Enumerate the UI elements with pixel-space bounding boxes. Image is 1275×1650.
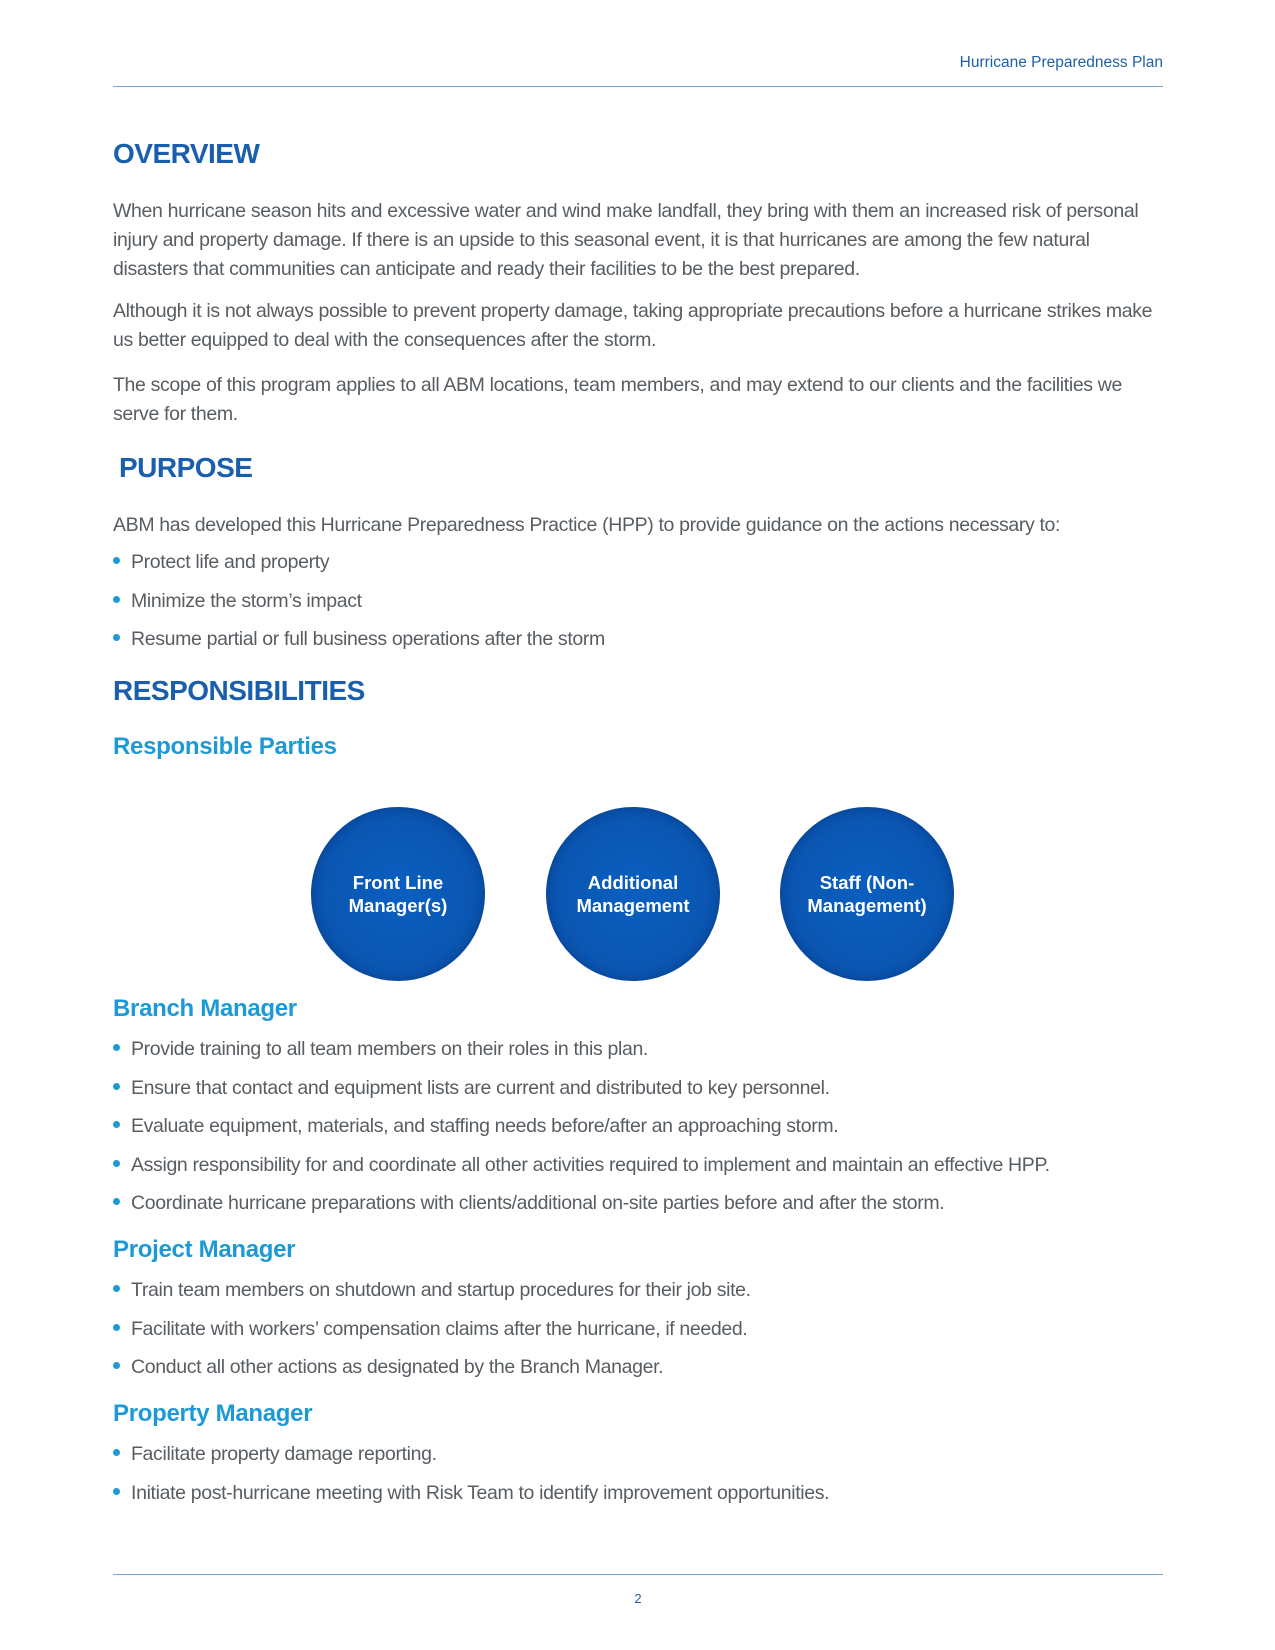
project-manager-list [113, 1276, 751, 1392]
bullet-icon [113, 1198, 120, 1205]
bullet-icon [113, 1044, 120, 1051]
bullet-icon [113, 634, 120, 641]
branch-manager-heading: Branch Manager [113, 995, 297, 1022]
list-item: Train team members on shutdown and startup procedures for their job site. [113, 1276, 751, 1315]
page-number: 2 [634, 1591, 642, 1606]
party-label: Staff (Non-Management) [807, 872, 927, 916]
bullet-icon [113, 1324, 120, 1331]
list-item: Resume partial or full business operations after the storm [113, 625, 605, 664]
list-item: Initiate post-hurricane meeting with Risk Team to identify improvement opportunities. [113, 1479, 829, 1518]
list-item: Provide training to all team members on their roles in this plan. [113, 1035, 1050, 1074]
bullet-icon [113, 596, 120, 603]
list-item: Coordinate hurricane preparations with clients/additional on-site parties before and after the storm. [113, 1189, 1050, 1228]
footer-rule [113, 1574, 1163, 1575]
responsibilities-heading: RESPONSIBILITIES [113, 675, 365, 706]
project-manager-heading: Project Manager [113, 1236, 296, 1263]
header-rule [113, 86, 1163, 87]
overview-heading: OVERVIEW [113, 138, 260, 169]
overview-paragraph: The scope of this program applies to all ABM locations, team members, and may extend to our clients and the facilities we serve for them. [113, 374, 1123, 425]
list-item: Facilitate property damage reporting. [113, 1440, 829, 1479]
list-item: Evaluate equipment, materials, and staffing needs before/after an approaching storm. [113, 1112, 1050, 1151]
party-circle-staff-non-management [780, 807, 954, 981]
overview-paragraph: Although it is not always possible to prevent property damage, taking appropriate precautions before a hurricane strikes make us better equipped to deal with the consequences after the storm. [113, 300, 1153, 351]
bullet-icon [113, 1160, 120, 1167]
document-page [113, 0, 1163, 1650]
list-item: Minimize the storm’s impact [113, 587, 605, 626]
list-item: Ensure that contact and equipment lists are current and distributed to key personnel. [113, 1074, 1050, 1113]
purpose-intro: ABM has developed this Hurricane Preparedness Practice (HPP) to provide guidance on the actions necessary to: [113, 514, 1061, 536]
purpose-heading: PURPOSE [119, 452, 253, 483]
bullet-icon [113, 1362, 120, 1369]
overview-paragraph: When hurricane season hits and excessive water and wind make landfall, they bring with them an increased risk of personal injury and property damage. If there is an upside to this seasonal event, it is that hurricanes are among the few natural disasters that communities can anticipate and ready their facilities to be the best prepared. [113, 200, 1139, 280]
list-item: Facilitate with workers’ compensation claims after the hurricane, if needed. [113, 1315, 751, 1354]
party-label: Additional Management [576, 872, 690, 916]
property-manager-heading: Property Manager [113, 1400, 313, 1427]
responsible-parties-heading: Responsible Parties [113, 733, 337, 760]
bullet-icon [113, 1285, 120, 1292]
branch-manager-list [113, 1035, 1050, 1228]
party-label: Front Line Manager(s) [348, 872, 448, 916]
party-circle-front-line-managers [311, 807, 485, 981]
list-item: Assign responsibility for and coordinate all other activities required to implement and maintain an effective HPP. [113, 1151, 1050, 1190]
party-circle-additional-management [546, 807, 720, 981]
bullet-icon [113, 1449, 120, 1456]
bullet-icon [113, 1488, 120, 1495]
bullet-icon [113, 1083, 120, 1090]
running-header-title: Hurricane Preparedness Plan [959, 54, 1163, 71]
purpose-list [113, 548, 605, 664]
bullet-icon [113, 1121, 120, 1128]
bullet-icon [113, 557, 120, 564]
property-manager-list [113, 1440, 829, 1517]
list-item: Conduct all other actions as designated by the Branch Manager. [113, 1353, 751, 1392]
list-item: Protect life and property [113, 548, 605, 587]
